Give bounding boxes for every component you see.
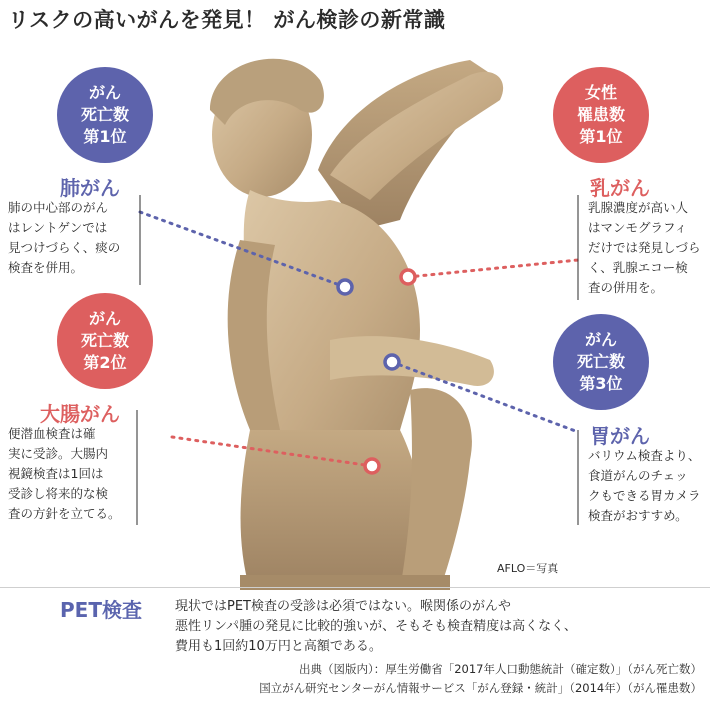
pet-text-line: 悪性リンパ腫の発見に比較的強いが、そもそも検査精度は高くなく、 bbox=[175, 619, 577, 634]
colon-desc bbox=[8, 424, 121, 524]
colon-desc-line: 査の方針を立てる。 bbox=[8, 506, 121, 521]
pet-text-line: 費用も1回約10万円と高額である。 bbox=[175, 639, 382, 654]
colon-name: 大腸がん bbox=[40, 402, 120, 426]
colon-desc-line: 受診し将来的な検 bbox=[8, 486, 109, 501]
lung-name: 肺がん bbox=[60, 176, 120, 200]
stomach-marker bbox=[385, 355, 399, 369]
pet-label: PET検査 bbox=[60, 598, 142, 622]
stomach-badge-line3: 第3位 bbox=[579, 374, 623, 393]
lung-desc-line: 見つけづらく、痰の bbox=[8, 240, 121, 255]
colon-desc-line: 実に受診。大腸内 bbox=[8, 446, 109, 461]
colon-desc-line: 視鏡検査は1回は bbox=[8, 466, 104, 481]
breast-connector bbox=[408, 260, 578, 277]
stomach-connector bbox=[392, 362, 578, 432]
photo-credit: AFLO＝写真 bbox=[497, 562, 559, 575]
breast-desc-line: だけでは発見しづら bbox=[588, 240, 701, 255]
breast-marker bbox=[401, 270, 415, 284]
colon-badge bbox=[57, 293, 153, 389]
stomach-badge-line1: がん bbox=[584, 330, 617, 349]
pet-text bbox=[175, 597, 577, 657]
lung-badge-line2: 死亡数 bbox=[80, 105, 129, 124]
breast-badge bbox=[553, 67, 649, 163]
colon-badge-line3: 第2位 bbox=[83, 353, 127, 372]
lung-marker bbox=[338, 280, 352, 294]
lung-desc bbox=[8, 198, 120, 278]
colon-badge-line1: がん bbox=[88, 309, 121, 328]
breast-desc-line: 査の併用を。 bbox=[588, 280, 664, 295]
lung-connector bbox=[140, 212, 345, 287]
colon-marker bbox=[365, 459, 379, 473]
stomach-badge bbox=[553, 314, 649, 410]
stomach-badge-line2: 死亡数 bbox=[576, 352, 625, 371]
breast-badge-line1: 女性 bbox=[584, 83, 617, 102]
breast-name: 乳がん bbox=[590, 176, 650, 200]
source-note bbox=[259, 660, 702, 698]
stomach-desc-line: 食道がんのチェッ bbox=[588, 468, 688, 483]
breast-desc-line: はマンモグラフィ bbox=[588, 220, 688, 235]
breast-badge-line2: 罹患数 bbox=[576, 105, 625, 124]
colon-badge-line2: 死亡数 bbox=[80, 331, 129, 350]
source-line: 国立がん研究センターがん情報サービス「がん登録・統計」（2014年）（がん罹患数） bbox=[259, 681, 702, 695]
source-line: 出典（図版内）：厚生労働省「2017年人口動態統計（確定数）」（がん死亡数） bbox=[298, 662, 702, 676]
breast-desc bbox=[588, 198, 701, 298]
lung-desc-line: はレントゲンでは bbox=[8, 220, 108, 235]
lung-badge-line3: 第1位 bbox=[83, 127, 127, 146]
lung-desc-line: 肺の中心部のがん bbox=[8, 200, 109, 215]
colon-desc-line: 便潜血検査は確 bbox=[8, 426, 96, 441]
lung-badge bbox=[57, 67, 153, 163]
lung-badge-line1: がん bbox=[88, 83, 121, 102]
breast-desc-line: く、乳腺エコー検 bbox=[588, 260, 688, 275]
stomach-desc-line: バリウム検査より、 bbox=[588, 448, 701, 463]
pet-text-line: 現状ではPET検査の受診は必須ではない。喉関係のがんや bbox=[175, 599, 511, 614]
stomach-desc bbox=[588, 446, 701, 526]
stomach-name: 胃がん bbox=[590, 424, 650, 448]
breast-badge-line3: 第1位 bbox=[579, 127, 623, 146]
lung-desc-line: 検査を併用。 bbox=[8, 260, 84, 275]
page-title: リスクの高いがんを発見！ がん検診の新常識 bbox=[8, 8, 446, 32]
stomach-desc-line: クもできる胃カメラ bbox=[588, 488, 701, 503]
stomach-desc-line: 検査がおすすめ。 bbox=[588, 508, 688, 523]
colon-connector bbox=[172, 437, 372, 466]
section-divider bbox=[0, 587, 710, 588]
breast-desc-line: 乳腺濃度が高い人 bbox=[588, 200, 689, 215]
